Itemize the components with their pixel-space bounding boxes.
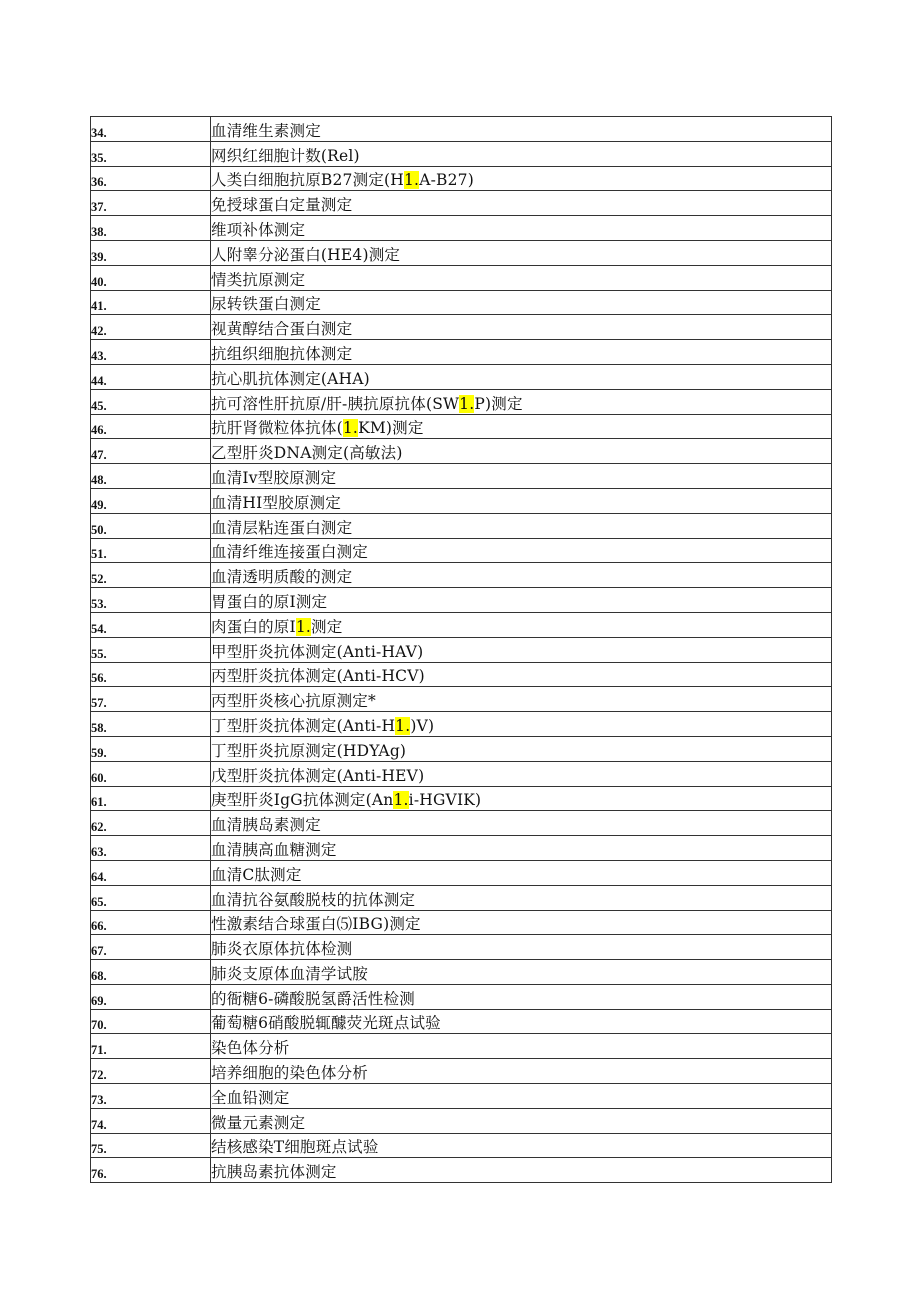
row-number: 62.: [91, 811, 211, 836]
table-row: [91, 389, 832, 414]
row-number: 68.: [91, 960, 211, 985]
table-row: [91, 488, 832, 513]
item-text: 丙型肝炎核心抗原测定*: [211, 692, 376, 711]
row-number: 67.: [91, 935, 211, 960]
row-number: 39.: [91, 240, 211, 265]
test-item-name: [211, 265, 832, 290]
item-text: 肺炎衣原体抗体检测: [211, 940, 353, 959]
row-number: 43.: [91, 340, 211, 365]
row-number: 41.: [91, 290, 211, 315]
test-items-table: [90, 116, 832, 1183]
row-number: 46.: [91, 414, 211, 439]
test-item-name: [211, 761, 832, 786]
test-item-name: [211, 1034, 832, 1059]
row-number: 38.: [91, 216, 211, 241]
row-number: 54.: [91, 612, 211, 637]
test-item-name: [211, 439, 832, 464]
item-text: 胃蛋白的原I测定: [211, 592, 328, 611]
test-item-name: [211, 960, 832, 985]
item-text: )V): [410, 716, 435, 735]
table-row: [91, 761, 832, 786]
item-text: 丁型肝炎抗体测定(Anti-H: [211, 716, 396, 735]
test-item-name: [211, 364, 832, 389]
test-item-name: [211, 1009, 832, 1034]
row-number: 60.: [91, 761, 211, 786]
item-text: 戊型肝炎抗体测定(Anti-HEV): [211, 766, 425, 785]
test-item-name: [211, 736, 832, 761]
test-item-name: [211, 786, 832, 811]
row-number: 76.: [91, 1158, 211, 1183]
item-text: 葡萄糖6硝酸脱辄醵荧光斑点试验: [211, 1014, 441, 1033]
test-item-name: [211, 340, 832, 365]
row-number: 59.: [91, 736, 211, 761]
table-row: [91, 960, 832, 985]
test-item-name: [211, 910, 832, 935]
test-item-name: [211, 612, 832, 637]
row-number: 70.: [91, 1009, 211, 1034]
item-text: 性激素结合球蛋白⑸IBG)测定: [211, 915, 421, 934]
item-text: 培养细胞的染色体分析: [211, 1064, 369, 1083]
table-row: [91, 240, 832, 265]
item-text: 全血铅测定: [211, 1088, 290, 1107]
item-text: 丁型肝炎抗原测定(HDYAg): [211, 741, 407, 760]
item-text: 血清胰高血糖测定: [211, 840, 337, 859]
item-text: 抗可溶性肝抗原/肝-胰抗原抗体(SW: [211, 394, 460, 413]
table-row: [91, 265, 832, 290]
table-row: [91, 216, 832, 241]
row-number: 57.: [91, 687, 211, 712]
item-text: P)测定: [474, 394, 523, 413]
row-number: 71.: [91, 1034, 211, 1059]
row-number: 55.: [91, 637, 211, 662]
item-text: 肉蛋白的原I: [211, 617, 296, 636]
item-text: 甲型肝炎抗体测定(Anti-HAV): [211, 642, 424, 661]
highlighted-fragment: 1.: [395, 716, 411, 735]
table-row: [91, 513, 832, 538]
item-text: 血清抗谷氨酸脱枝的抗体测定: [211, 890, 416, 909]
table-row: [91, 712, 832, 737]
test-item-name: [211, 216, 832, 241]
table-row: [91, 637, 832, 662]
table-row: [91, 464, 832, 489]
item-text: A-B27): [419, 171, 474, 190]
row-number: 51.: [91, 538, 211, 563]
item-text: 人类白细胞抗原B27测定(H: [211, 171, 404, 190]
table-row: [91, 885, 832, 910]
test-item-name: [211, 811, 832, 836]
highlighted-fragment: 1.: [459, 394, 475, 413]
item-text: 血清C肽测定: [211, 865, 302, 884]
item-text: 血清维生素测定: [211, 121, 321, 140]
test-item-name: [211, 389, 832, 414]
table-row: [91, 1158, 832, 1183]
item-text: 肺炎支原体血清学试胺: [211, 964, 369, 983]
test-item-name: [211, 885, 832, 910]
row-number: 36.: [91, 166, 211, 191]
row-number: 56.: [91, 662, 211, 687]
test-item-name: [211, 935, 832, 960]
table-row: [91, 811, 832, 836]
item-text: i-HGVIK): [408, 791, 482, 810]
item-text: 免授球蛋白定量测定: [211, 196, 353, 215]
table-row: [91, 984, 832, 1009]
table-row: [91, 563, 832, 588]
table-row: [91, 1034, 832, 1059]
table-row: [91, 364, 832, 389]
item-text: 的衙糖6-磷酸脱氢爵活性检测: [211, 989, 415, 1008]
item-text: 结核感染T细胞斑点试验: [211, 1138, 379, 1157]
table-row: [91, 414, 832, 439]
test-item-name: [211, 290, 832, 315]
row-number: 34.: [91, 117, 211, 142]
table-row: [91, 439, 832, 464]
item-text: 测定: [311, 617, 343, 636]
item-text: 人附睾分泌蛋白(HE4)测定: [211, 245, 401, 264]
row-number: 42.: [91, 315, 211, 340]
test-item-name: [211, 166, 832, 191]
row-number: 65.: [91, 885, 211, 910]
highlighted-fragment: 1.: [393, 791, 409, 810]
highlighted-fragment: 1.: [295, 617, 312, 636]
table-row: [91, 612, 832, 637]
row-number: 66.: [91, 910, 211, 935]
table-row: [91, 1059, 832, 1084]
item-text: 血清层粘连蛋白测定: [211, 518, 353, 537]
item-text: 抗心肌抗体测定(AHA): [211, 369, 370, 388]
test-item-name: [211, 563, 832, 588]
table-row: [91, 538, 832, 563]
test-item-name: [211, 1133, 832, 1158]
item-text: 血清纤维连接蛋白测定: [211, 543, 369, 562]
item-text: 丙型肝炎抗体测定(Anti-HCV): [211, 667, 425, 686]
highlighted-fragment: 1.: [342, 419, 359, 438]
test-item-name: [211, 538, 832, 563]
table-body: [91, 117, 832, 1183]
row-number: 74.: [91, 1108, 211, 1133]
test-item-name: [211, 836, 832, 861]
row-number: 72.: [91, 1059, 211, 1084]
row-number: 75.: [91, 1133, 211, 1158]
table-row: [91, 1084, 832, 1109]
row-number: 58.: [91, 712, 211, 737]
table-row: [91, 836, 832, 861]
test-item-name: [211, 662, 832, 687]
test-item-name: [211, 414, 832, 439]
row-number: 35.: [91, 141, 211, 166]
table-row: [91, 166, 832, 191]
test-item-name: [211, 117, 832, 142]
table-row: [91, 662, 832, 687]
test-item-name: [211, 984, 832, 1009]
row-number: 64.: [91, 860, 211, 885]
item-text: 血清胰岛素测定: [211, 816, 321, 835]
test-item-name: [211, 860, 832, 885]
test-item-name: [211, 513, 832, 538]
item-text: 庚型肝炎IgG抗体测定(An: [211, 791, 394, 810]
item-text: 血清Iv型胶原测定: [211, 468, 337, 487]
item-text: 尿转铁蛋白测定: [211, 295, 321, 314]
test-item-name: [211, 1108, 832, 1133]
item-text: 抗肝肾微粒体抗体(: [211, 419, 343, 438]
test-item-name: [211, 712, 832, 737]
row-number: 61.: [91, 786, 211, 811]
test-item-name: [211, 588, 832, 613]
test-item-name: [211, 464, 832, 489]
table-row: [91, 290, 832, 315]
row-number: 48.: [91, 464, 211, 489]
row-number: 50.: [91, 513, 211, 538]
table-row: [91, 860, 832, 885]
item-text: 抗胰岛素抗体测定: [211, 1163, 337, 1182]
row-number: 47.: [91, 439, 211, 464]
table-row: [91, 141, 832, 166]
row-number: 53.: [91, 588, 211, 613]
test-item-name: [211, 1084, 832, 1109]
test-item-name: [211, 141, 832, 166]
item-text: 网织红细胞计数(Rel): [211, 146, 360, 165]
row-number: 73.: [91, 1084, 211, 1109]
test-item-name: [211, 315, 832, 340]
item-text: 血清HI型胶原测定: [211, 493, 341, 512]
item-text: 血清透明质酸的测定: [211, 568, 353, 587]
item-text: 情类抗原测定: [211, 270, 306, 289]
table-row: [91, 786, 832, 811]
row-number: 69.: [91, 984, 211, 1009]
row-number: 40.: [91, 265, 211, 290]
item-text: 维项补体测定: [211, 220, 306, 239]
item-text: 视黄醇结合蛋白测定: [211, 320, 353, 339]
test-item-name: [211, 488, 832, 513]
test-item-name: [211, 1059, 832, 1084]
item-text: 微量元素测定: [211, 1113, 306, 1132]
table-row: [91, 340, 832, 365]
table-row: [91, 736, 832, 761]
table-row: [91, 935, 832, 960]
test-item-name: [211, 687, 832, 712]
row-number: 49.: [91, 488, 211, 513]
table-row: [91, 1009, 832, 1034]
test-item-name: [211, 637, 832, 662]
table-row: [91, 1108, 832, 1133]
test-item-name: [211, 191, 832, 216]
item-text: 染色体分析: [211, 1039, 290, 1058]
table-row: [91, 910, 832, 935]
item-text: 抗组织细胞抗体测定: [211, 344, 353, 363]
highlighted-fragment: 1.: [403, 171, 420, 190]
row-number: 63.: [91, 836, 211, 861]
table-row: [91, 588, 832, 613]
table-row: [91, 315, 832, 340]
table-row: [91, 117, 832, 142]
table-row: [91, 1133, 832, 1158]
item-text: 乙型肝炎DNA测定(高敏法): [211, 444, 403, 463]
table-row: [91, 687, 832, 712]
test-item-name: [211, 1158, 832, 1183]
item-text: KM)测定: [358, 419, 424, 438]
row-number: 44.: [91, 364, 211, 389]
table-row: [91, 191, 832, 216]
row-number: 45.: [91, 389, 211, 414]
row-number: 37.: [91, 191, 211, 216]
row-number: 52.: [91, 563, 211, 588]
test-item-name: [211, 240, 832, 265]
